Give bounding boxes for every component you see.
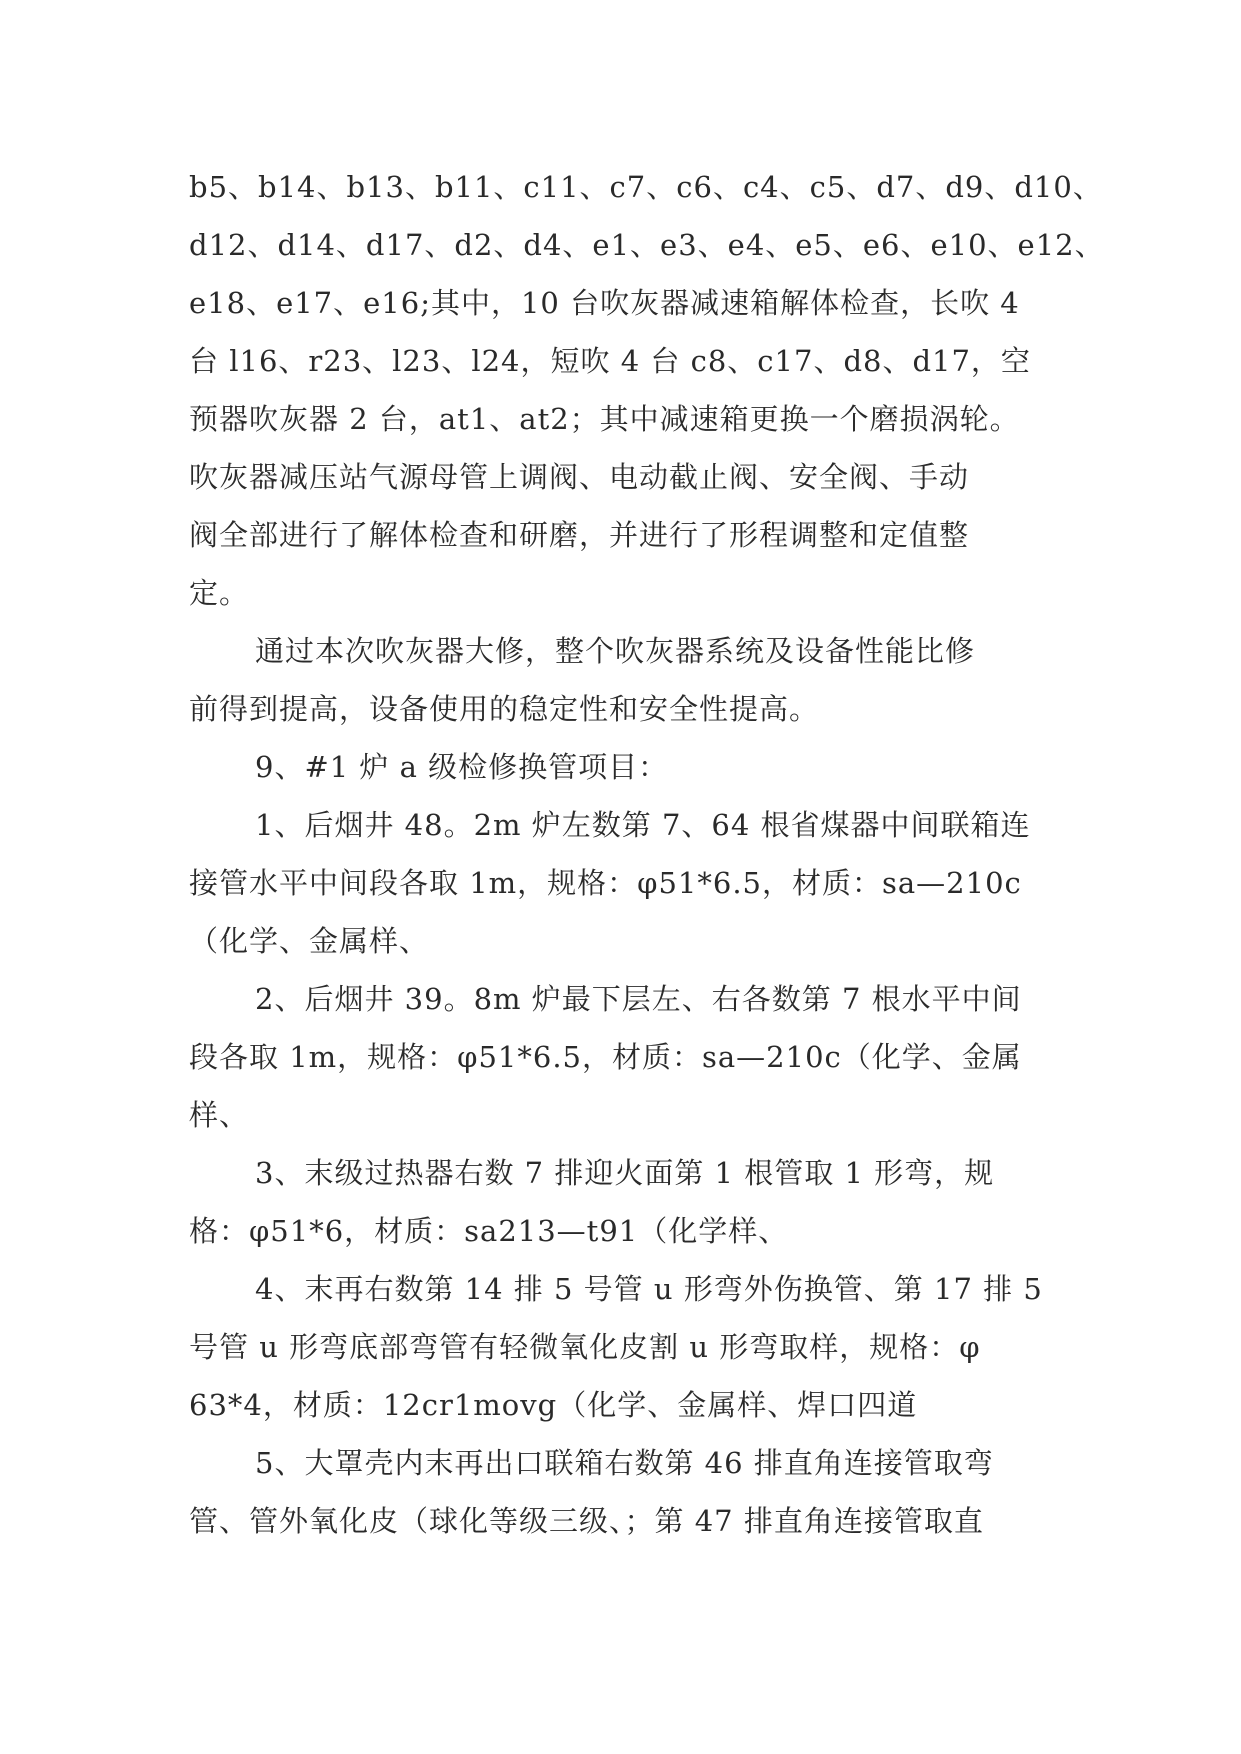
list-item-start-line: 1、后烟井 48。2m 炉左数第 7、64 根省煤器中间联箱连 (255, 808, 1031, 842)
list-item-start-line: 2、后烟井 39。8m 炉最下层左、右各数第 7 根水平中间 (255, 982, 1022, 1016)
text-line: 管、管外氧化皮（球化等级三级、；第 47 排直角连接管取直 (189, 1504, 984, 1538)
text-line: 前得到提高，设备使用的稳定性和安全性提高。 (189, 692, 820, 726)
text-line: 接管水平中间段各取 1m，规格：φ51*6.5，材质：sa—210c (189, 866, 1022, 900)
text-line: 样、 (189, 1098, 250, 1132)
text-line: 台 l16、r23、l23、l24，短吹 4 台 c8、c17、d8、d17，空 (189, 344, 1031, 378)
list-item-start-line: 4、末再右数第 14 排 5 号管 u 形弯外伤换管、第 17 排 5 (255, 1272, 1043, 1306)
text-line: （化学、金属样、 (189, 924, 430, 958)
text-line: 预器吹灰器 2 台，at1、at2；其中减速箱更换一个磨损涡轮。 (189, 402, 1020, 436)
text-line: 号管 u 形弯底部弯管有轻微氧化皮割 u 形弯取样，规格：φ (189, 1330, 981, 1364)
text-line: 段各取 1m，规格：φ51*6.5，材质：sa—210c（化学、金属 (189, 1040, 1022, 1074)
text-line: b5、b14、b13、b11、c11、c7、c6、c4、c5、d7、d9、d10、 (189, 170, 1103, 204)
text-line: e18、e17、e16;其中，10 台吹灰器减速箱解体检查，长吹 4 (189, 286, 1020, 320)
paragraph-start-line: 通过本次吹灰器大修，整个吹灰器系统及设备性能比修 (255, 634, 976, 668)
list-item-start-line: 3、末级过热器右数 7 排迎火面第 1 根管取 1 形弯，规 (255, 1156, 995, 1190)
text-line: 吹灰器减压站气源母管上调阀、电动截止阀、安全阀、手动 (189, 460, 970, 494)
text-line: d12、d14、d17、d2、d4、e1、e3、e4、e5、e6、e10、e12、 (189, 228, 1105, 262)
text-line: 格：φ51*6，材质：sa213—t91（化学样、 (189, 1214, 789, 1248)
text-line: 63*4，材质：12cr1movg（化学、金属样、焊口四道 (189, 1388, 918, 1422)
document-body (189, 158, 1105, 1550)
text-line: 阀全部进行了解体检查和研磨，并进行了形程调整和定值整 (189, 518, 970, 552)
section-heading: 9、#1 炉 a 级检修换管项目： (255, 750, 669, 784)
list-item-start-line: 5、大罩壳内末再出口联箱右数第 46 排直角连接管取弯 (255, 1446, 994, 1480)
text-line: 定。 (189, 576, 250, 610)
